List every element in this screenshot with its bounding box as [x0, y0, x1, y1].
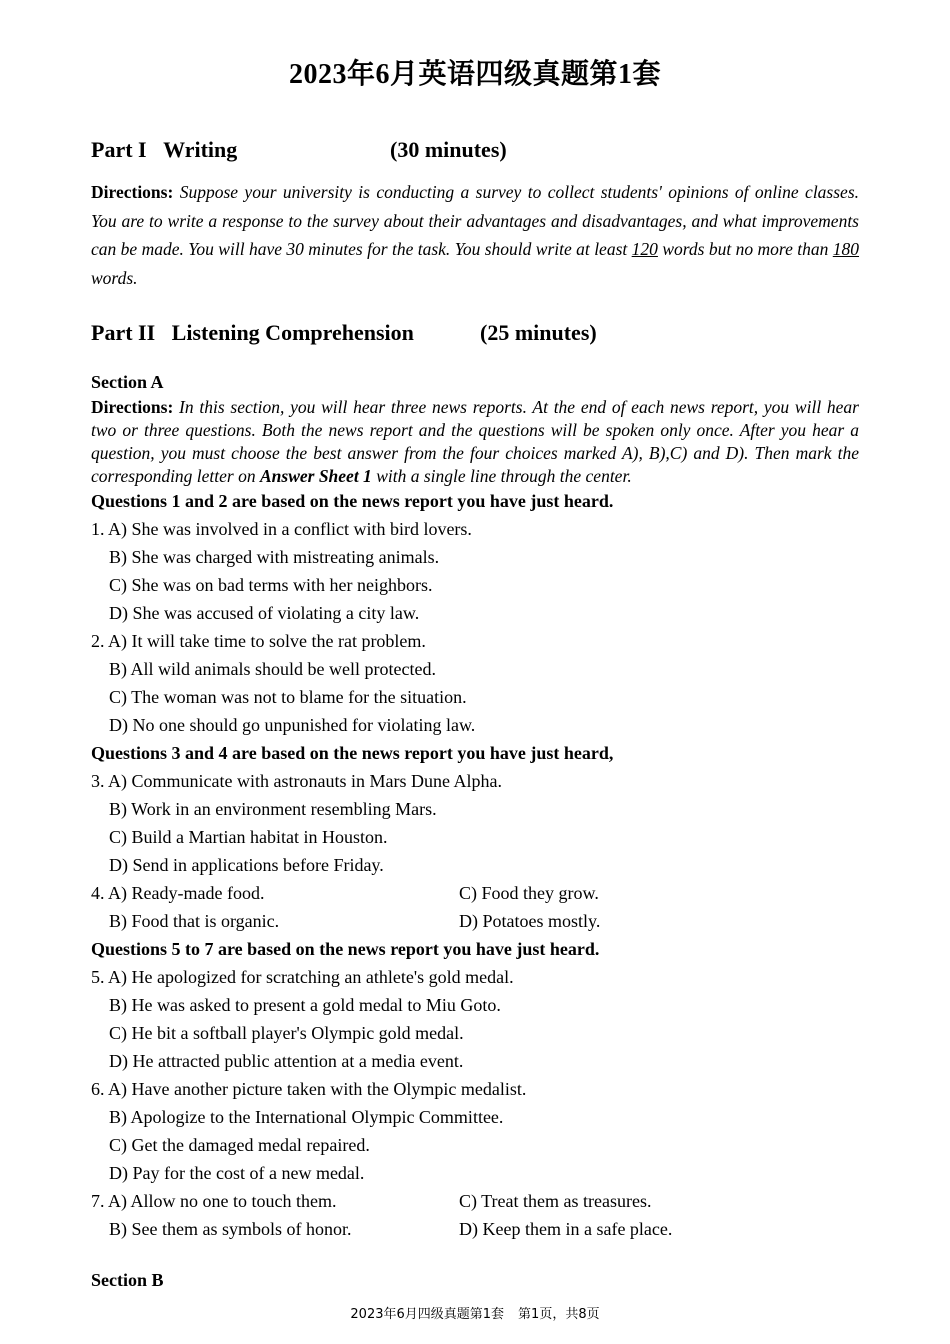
q7-option-d: D) Keep them in a safe place.	[459, 1219, 673, 1239]
part1-name: Writing	[163, 137, 238, 162]
section-a-directions-text-b: with a single line through the center.	[376, 466, 632, 486]
q3-option-a: 3. A) Communicate with astronauts in Mars Dune Alpha.	[91, 771, 502, 791]
q7-option-b: B) See them as symbols of honor.	[109, 1219, 352, 1239]
q5-option-c: C) He bit a softball player's Olympic gold medal.	[109, 1023, 464, 1043]
part1-directions-text-a: Suppose your university is conducting a survey to collect students' opinions of online classes. You are to write a response to the survey about their advantages and disadvantages, and what improvements can be made. You will have 30 minutes for the task. You should write at least	[91, 182, 860, 259]
q6-option-b: B) Apologize to the International Olympic Committee.	[109, 1107, 504, 1127]
page-footer	[0, 1303, 950, 1322]
part1-time: (30 minutes)	[390, 137, 507, 162]
q2-option-c: C) The woman was not to blame for the situation.	[109, 687, 467, 707]
q2-option-b: B) All wild animals should be well protected.	[109, 659, 436, 679]
q1-option-a: 1. A) She was involved in a conflict with bird lovers.	[91, 519, 472, 539]
section-a-directions-text-a: In this section, you will hear three news reports. At the end of each news report, you will hear two or three questions. Both the news report and the questions will be spoken only once. After you hear a question, you must choose the best answer from the four choices marked A), B),C) and D). Then mark the corresponding letter on	[91, 397, 859, 486]
footer-doc-title: 2023年6月四级真题第1套	[350, 1307, 505, 1322]
part1-directions-text-b: words but no more than	[662, 239, 829, 259]
q3-option-c: C) Build a Martian habitat in Houston.	[109, 827, 388, 847]
q2-option-d: D) No one should go unpunished for violating law.	[109, 715, 476, 735]
q1-option-d: D) She was accused of violating a city law.	[109, 603, 420, 623]
part1-heading	[91, 137, 507, 163]
q7-option-a: 7. A) Allow no one to touch them.	[91, 1191, 337, 1211]
q5-option-d: D) He attracted public attention at a media event.	[109, 1051, 464, 1071]
q3-option-b: B) Work in an environment resembling Mars.	[109, 799, 437, 819]
part2-heading	[91, 320, 597, 346]
part1-directions	[91, 178, 859, 292]
part1-directions-label: Directions:	[91, 182, 174, 202]
q1-option-b: B) She was charged with mistreating animals.	[109, 547, 440, 567]
question-group-2: Questions 3 and 4 are based on the news report you have just heard,	[91, 743, 614, 763]
section-a-directions	[91, 396, 859, 488]
section-a-heading: Section A	[91, 372, 164, 392]
part2-label: Part II	[91, 320, 156, 345]
question-group-1: Questions 1 and 2 are based on the news report you have just heard.	[91, 491, 614, 511]
section-a-directions-label: Directions:	[91, 397, 174, 417]
footer-page-number: 第1页，共8页	[518, 1307, 600, 1322]
part2-name: Listening Comprehension	[171, 320, 414, 345]
part1-directions-text-c: words.	[91, 267, 138, 288]
q4-option-c: C) Food they grow.	[459, 883, 599, 903]
q6-option-d: D) Pay for the cost of a new medal.	[109, 1163, 365, 1183]
q2-option-a: 2. A) It will take time to solve the rat problem.	[91, 631, 426, 651]
part1-max-words: 180	[832, 239, 860, 259]
part2-time: (25 minutes)	[480, 320, 597, 345]
page-title: 2023年6月英语四级真题第1套	[288, 59, 661, 90]
q6-option-a: 6. A) Have another picture taken with the Olympic medalist.	[91, 1079, 527, 1099]
answer-sheet-label: Answer Sheet 1	[259, 466, 372, 486]
q5-option-a: 5. A) He apologized for scratching an athlete's gold medal.	[91, 967, 514, 987]
q4-option-b: B) Food that is organic.	[109, 911, 280, 931]
part1-min-words: 120	[631, 239, 658, 259]
q1-option-c: C) She was on bad terms with her neighbors.	[109, 575, 433, 595]
q6-option-c: C) Get the damaged medal repaired.	[109, 1135, 370, 1155]
section-b-heading: Section B	[91, 1270, 164, 1290]
q4-option-a: 4. A) Ready-made food.	[91, 883, 265, 903]
q4-option-d: D) Potatoes mostly.	[459, 911, 601, 931]
question-group-3: Questions 5 to 7 are based on the news report you have just heard.	[91, 939, 600, 959]
q5-option-b: B) He was asked to present a gold medal to Miu Goto.	[109, 995, 501, 1015]
q7-option-c: C) Treat them as treasures.	[459, 1191, 652, 1211]
q3-option-d: D) Send in applications before Friday.	[109, 855, 384, 875]
part1-label: Part I	[91, 137, 147, 162]
